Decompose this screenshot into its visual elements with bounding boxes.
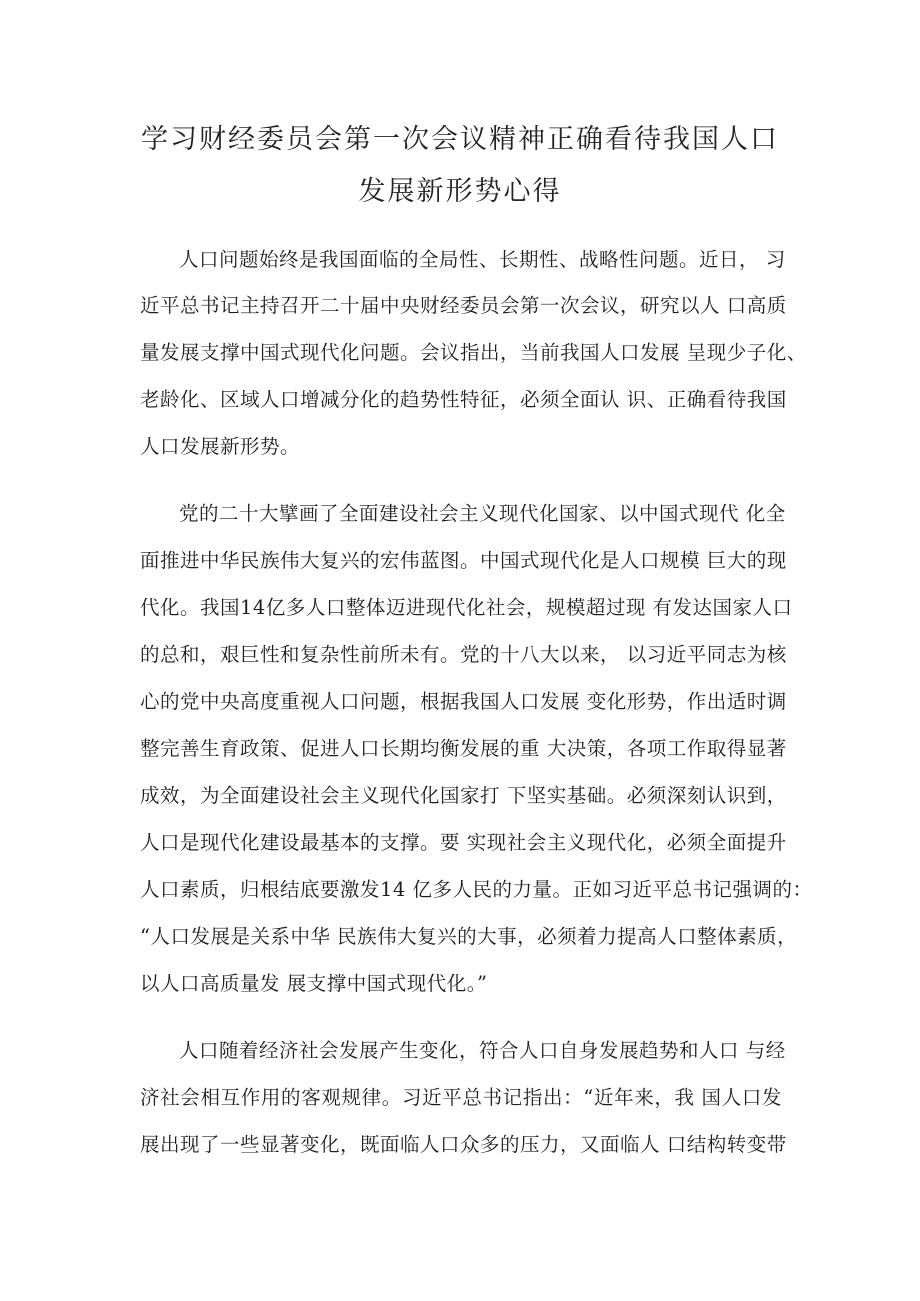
paragraph-line: 整完善生育政策、促进人口长期均衡发展的重 大决策，各项工作取得显著 (140, 737, 787, 760)
paragraph-line: 人口素质，归根结底要激发14 亿多人民的力量。正如习近平总书记强调的： (140, 878, 813, 901)
paragraph-line: 人口问题始终是我国面临的全局性、长期性、战略性问题。近日， 习 (179, 248, 786, 271)
document-title-line-1: 学习财经委员会第一次会议精神正确看待我国人口 (141, 124, 779, 155)
paragraph-line: 以人口高质量发 展支撑中国式现代化。” (140, 972, 488, 995)
paragraph-line: 党的二十大擘画了全面建设社会主义现代化国家、以中国式现代 化全 (179, 502, 786, 525)
paragraph-line: 代化。我国14亿多人口整体迈进现代化社会，规模超过现 有发达国家人口 (140, 596, 793, 619)
paragraph-line: 人口发展新形势。 (140, 435, 301, 458)
paragraph-line: “人口发展是关系中华 民族伟大复兴的大事，必须着力提高人口整体素质， (140, 925, 798, 948)
paragraph-line: 面推进中华民族伟大复兴的宏伟蓝图。中国式现代化是人口规模 巨大的现 (140, 549, 787, 572)
paragraph-line: 济社会相互作用的客观规律。习近平总书记指出：“近年来，我 国人口发 (140, 1086, 782, 1109)
paragraph-line: 老龄化、区域人口增减分化的趋势性特征，必须全面认 识、正确看待我国 (140, 388, 787, 411)
paragraph-line: 人口随着经济社会发展产生变化，符合人口自身发展趋势和人口 与经 (179, 1039, 786, 1062)
document-title-line-2: 发展新形势心得 (358, 176, 562, 207)
paragraph-line: 成效，为全面建设社会主义现代化国家打 下坚实基础。必须深刻认识到， (140, 784, 787, 807)
paragraph-line: 展出现了一些显著变化，既面临人口众多的压力，又面临人 口结构转变带 (140, 1133, 787, 1156)
paragraph-line: 人口是现代化建设最基本的支撑。要 实现社会主义现代化，必须全面提升 (140, 831, 787, 854)
paragraph-line: 量发展支撑中国式现代化问题。会议指出，当前我国人口发展 呈现少子化、 (140, 341, 807, 364)
paragraph-line: 的总和，艰巨性和复杂性前所未有。党的十八大以来， 以习近平同志为核 (140, 643, 787, 666)
paragraph-line: 近平总书记主持召开二十届中央财经委员会第一次会议，研究以人 口高质 (140, 294, 787, 317)
paragraph-line: 心的党中央高度重视人口问题，根据我国人口发展 变化形势，作出适时调 (140, 690, 787, 713)
